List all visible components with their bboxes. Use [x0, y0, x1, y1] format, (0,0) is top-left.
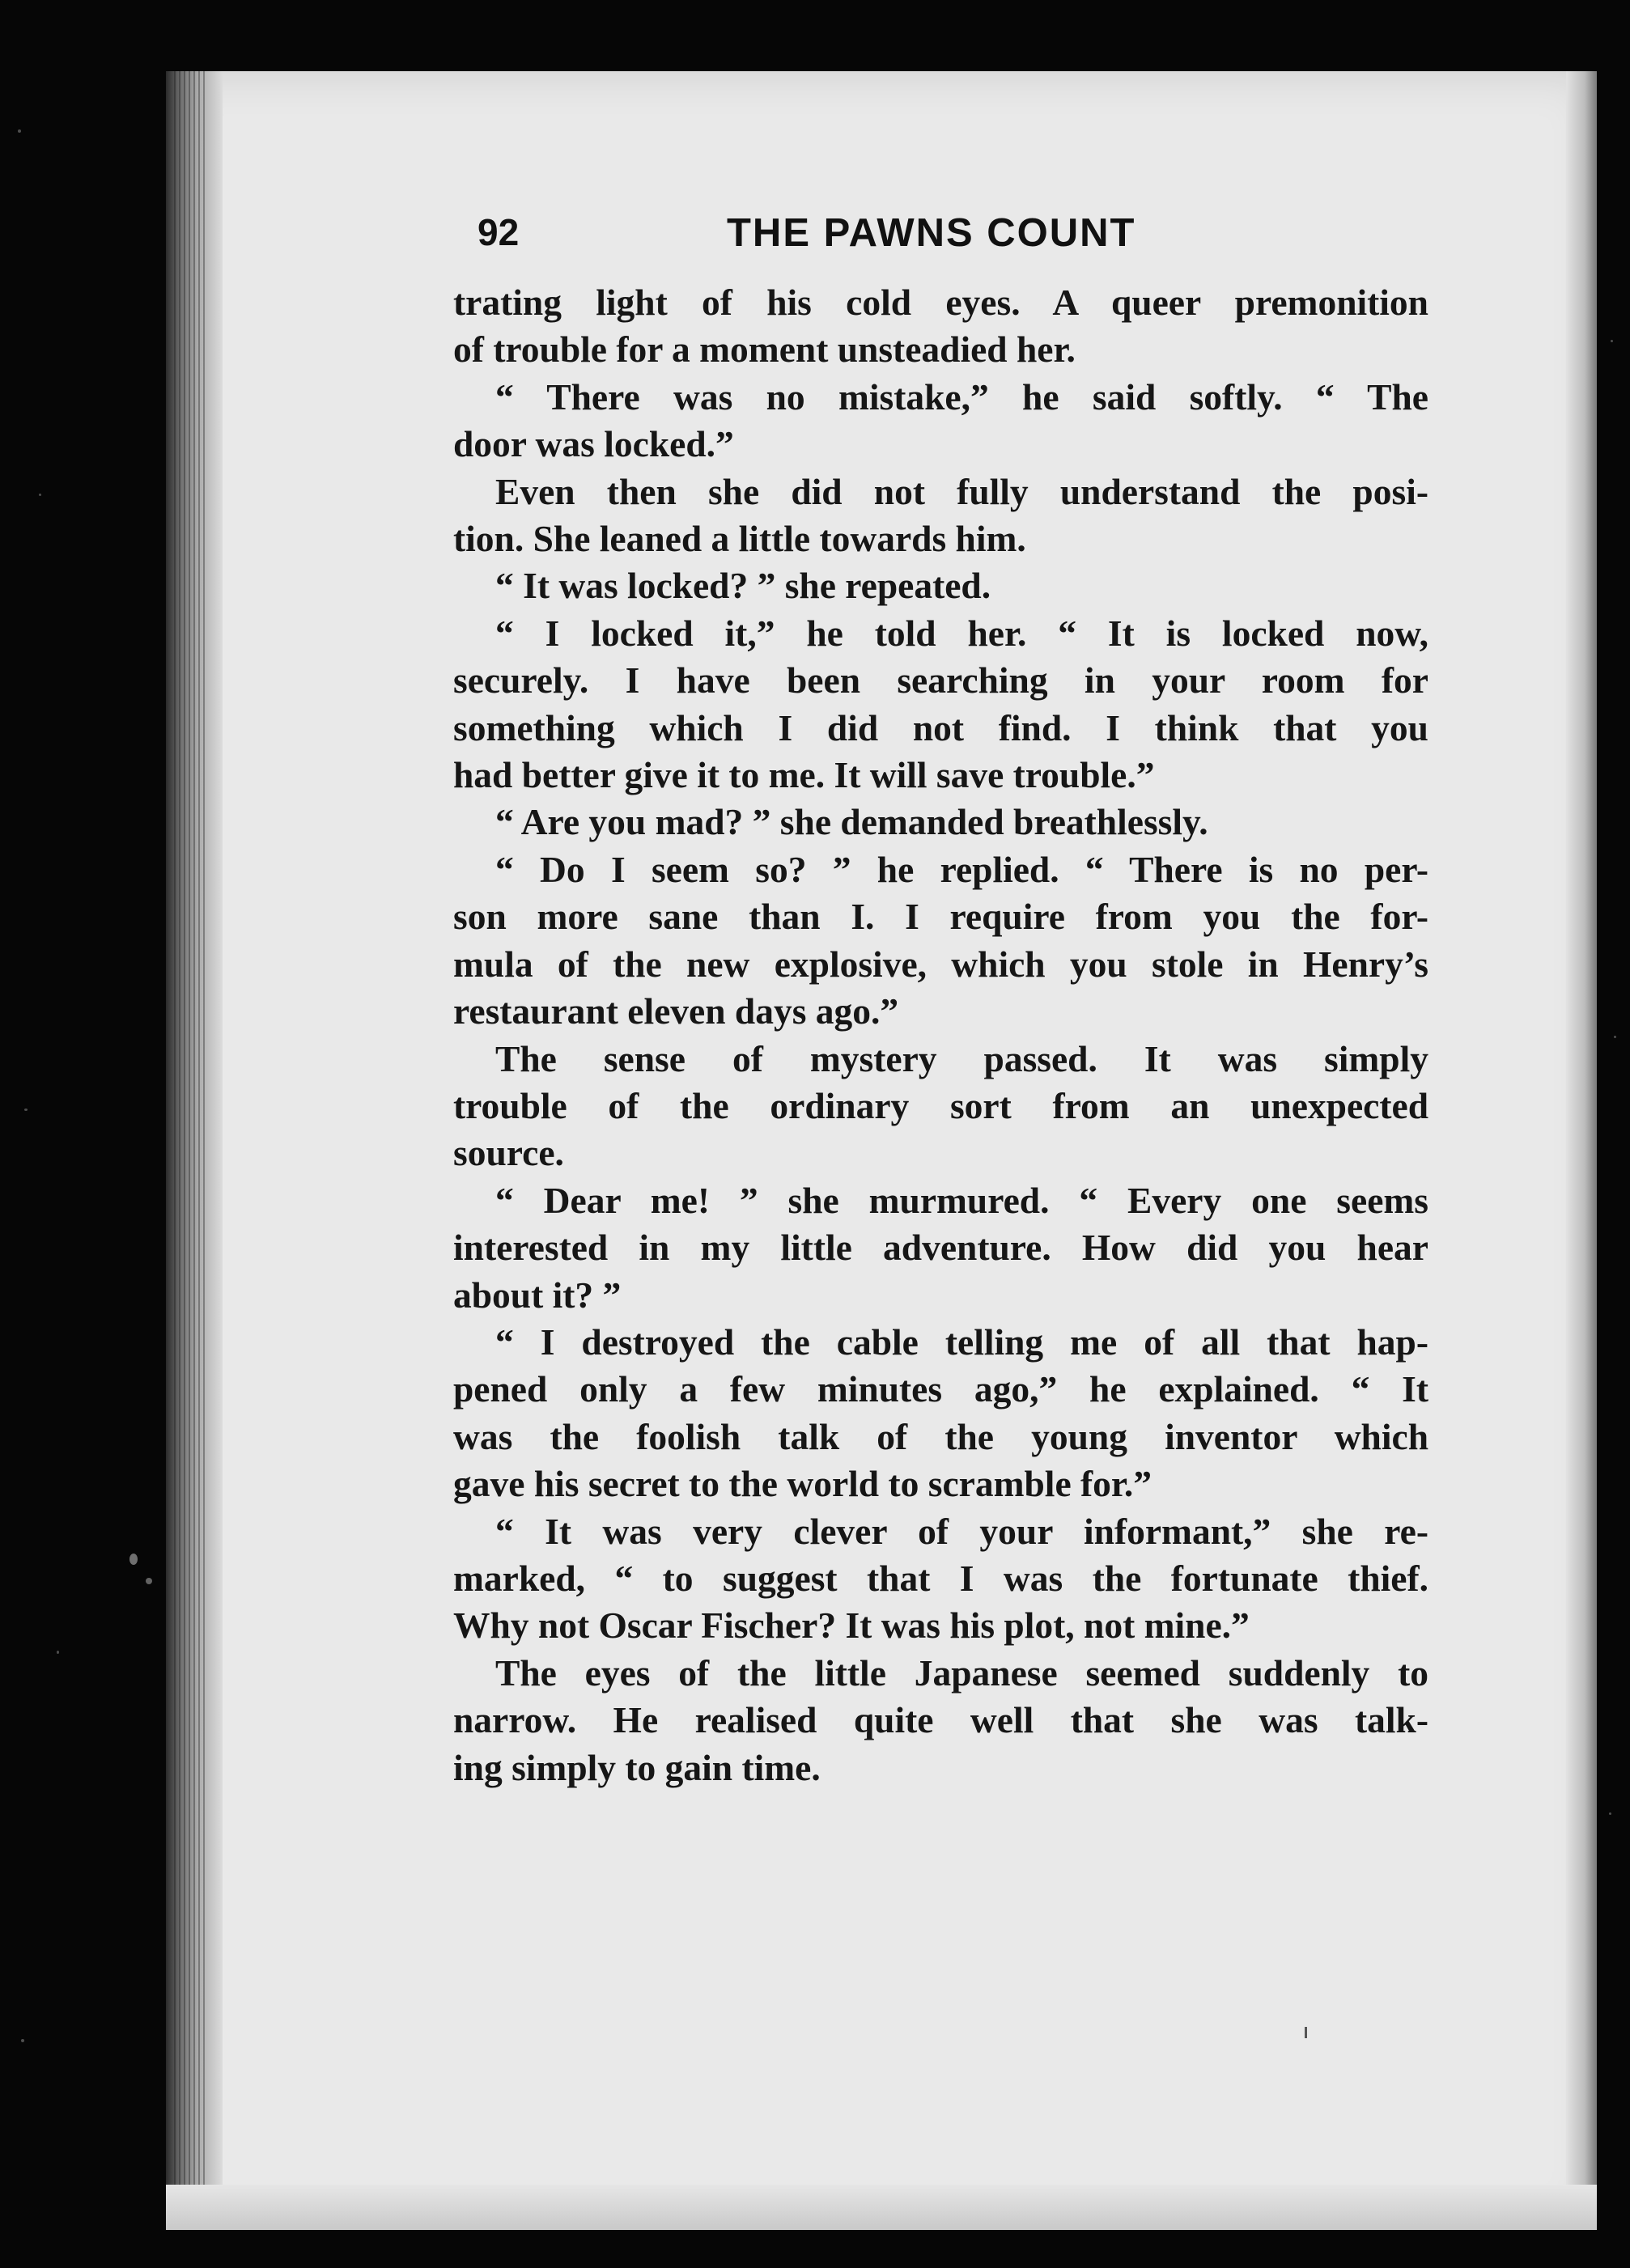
text-line: source.: [453, 1132, 564, 1174]
scan-noise-speck: [1611, 340, 1613, 342]
text-line: “ I locked it,” he told her. “ It is locked now,: [495, 612, 1428, 654]
scan-noise-speck: [21, 2039, 24, 2042]
text-line: had better give it to me. It will save trouble.”: [453, 754, 1155, 796]
text-line: ing simply to gain time.: [453, 1746, 821, 1788]
page-gutter-lines: [174, 71, 206, 2230]
page-right-edge: [1566, 71, 1597, 2230]
text-line: The sense of mystery passed. It was simply: [495, 1037, 1428, 1079]
scan-noise-speck: [1609, 1812, 1611, 1815]
scan-noise-speck: [146, 1578, 152, 1584]
text-line: “ I destroyed the cable telling me of all that hap-: [495, 1321, 1428, 1363]
scan-noise-speck: [18, 129, 21, 133]
text-line: restaurant eleven days ago.”: [453, 990, 899, 1032]
scan-noise-speck: [24, 1109, 28, 1111]
running-head-title: THE PAWNS COUNT: [727, 211, 1136, 255]
text-line: securely. I have been searching in your room for: [453, 659, 1428, 702]
text-line: something which I did not find. I think that you: [453, 706, 1428, 748]
stray-ink-mark: [1305, 2027, 1307, 2038]
text-line: “ Are you mad? ” she demanded breathlessly.: [495, 801, 1208, 843]
text-line: mula of the new explosive, which you stole in Henry’s: [453, 943, 1428, 985]
running-head: [478, 204, 1206, 269]
text-line: Why not Oscar Fischer? It was his plot, not mine.”: [453, 1605, 1250, 1647]
text-line: was the foolish talk of the young inventor which: [453, 1415, 1428, 1457]
text-line: of trouble for a moment unsteadied her.: [453, 329, 1076, 371]
text-line: about it? ”: [453, 1274, 622, 1316]
text-line: son more sane than I. I require from you the for-: [453, 896, 1428, 938]
text-line: narrow. He realised quite well that she was talk-: [453, 1699, 1428, 1741]
text-line: gave his secret to the world to scramble for.”: [453, 1463, 1152, 1505]
scan-noise-speck: [129, 1554, 138, 1565]
scan-noise-speck: [39, 494, 41, 496]
text-line: door was locked.”: [453, 423, 734, 465]
text-line: trating light of his cold eyes. A queer premonition: [453, 282, 1428, 323]
text-line: “ It was locked? ” she repeated.: [495, 565, 991, 607]
text-line: “ Dear me! ” she murmured. “ Every one seems: [495, 1179, 1428, 1221]
text-line: “ There was no mistake,” he said softly. “ The: [495, 375, 1428, 418]
text-line: The eyes of the little Japanese seemed suddenly to: [495, 1651, 1428, 1694]
body-text: [453, 279, 1428, 1791]
scan-noise-speck: [57, 1651, 59, 1654]
page-bottom-edge: [166, 2185, 1597, 2230]
text-line: interested in my little adventure. How did you hear: [453, 1227, 1428, 1269]
text-line: “ Do I seem so? ” he replied. “ There is no per-: [495, 848, 1428, 890]
text-line: trouble of the ordinary sort from an unexpected: [453, 1084, 1428, 1126]
text-line: tion. She leaned a little towards him.: [453, 518, 1026, 560]
scan-noise-speck: [1614, 1036, 1616, 1038]
text-line: Even then she did not fully understand the posi-: [495, 470, 1428, 512]
page-number: 92: [478, 211, 520, 253]
text-line: marked, “ to suggest that I was the fortunate thief.: [453, 1557, 1428, 1599]
text-line: “ It was very clever of your informant,” she re-: [495, 1510, 1428, 1552]
text-line: pened only a few minutes ago,” he explained. “ It: [453, 1368, 1428, 1410]
